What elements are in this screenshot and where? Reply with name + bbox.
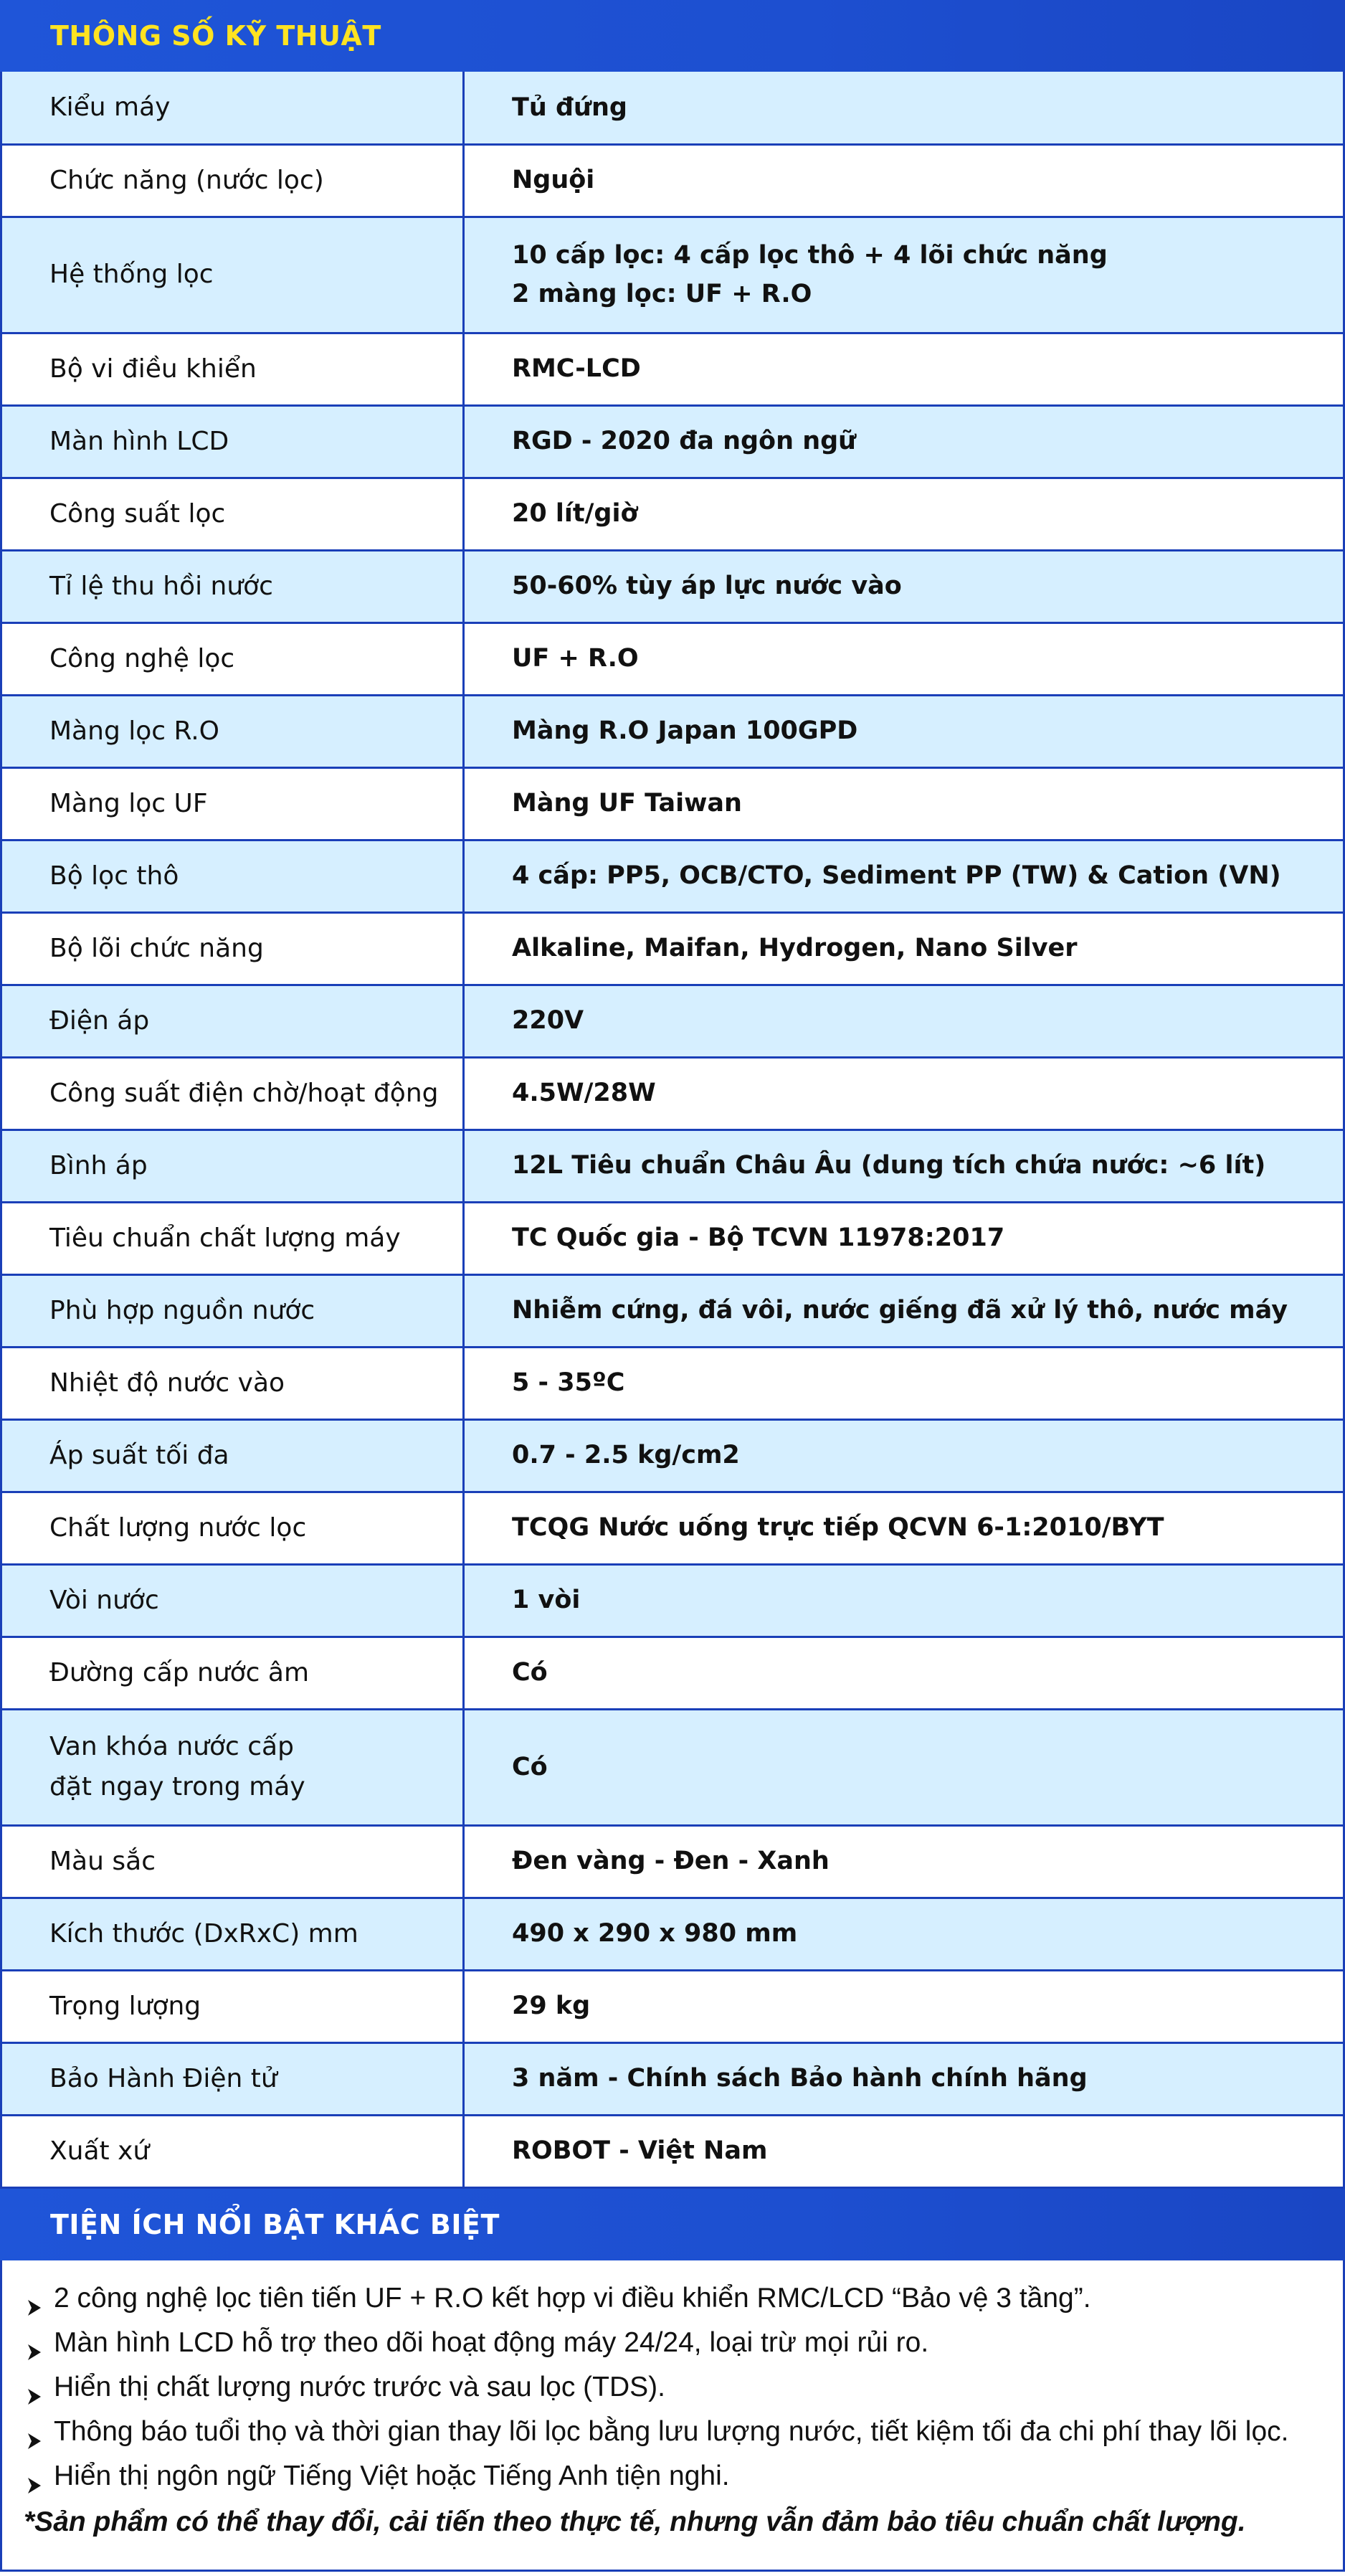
- spec-label: [1, 1347, 464, 1419]
- spec-row: [1, 2042, 1344, 2115]
- spec-row: [1, 217, 1344, 333]
- features-header: [0, 2189, 1345, 2260]
- spec-value: [464, 550, 1344, 622]
- spec-label: [1, 1709, 464, 1825]
- arrow-right-icon: [24, 2466, 45, 2487]
- spec-label: [1, 1130, 464, 1202]
- feature-text: Hiển thị chất lượng nước trước và sau lọc (TDS).: [54, 2371, 665, 2402]
- spec-value: [464, 985, 1344, 1057]
- spec-label-line: đặt ngay trong máy: [49, 1772, 305, 1801]
- spec-value: [464, 1970, 1344, 2042]
- spec-value: [464, 144, 1344, 217]
- spec-label: [1, 1564, 464, 1637]
- spec-value-line: 2 màng lọc: UF + R.O: [512, 280, 812, 308]
- spec-value: [464, 478, 1344, 550]
- spec-value: [464, 695, 1344, 767]
- spec-label-line: Công suất điện chờ/hoạt động: [49, 1078, 439, 1108]
- spec-value: [464, 1564, 1344, 1637]
- spec-label: [1, 1970, 464, 2042]
- spec-label: [1, 1898, 464, 1970]
- spec-label-line: Bảo Hành Điện tử: [49, 2063, 277, 2093]
- spec-value: [464, 72, 1344, 144]
- spec-label-line: Bộ vi điều khiển: [49, 354, 257, 384]
- spec-value-line: Màng R.O Japan 100GPD: [512, 716, 858, 746]
- feature-item: [24, 2321, 1343, 2365]
- arrow-right-icon: [24, 2377, 45, 2398]
- feature-item: [24, 2276, 1343, 2321]
- spec-label: [1, 1637, 464, 1709]
- spec-row: [1, 1709, 1344, 1825]
- spec-row: [1, 695, 1344, 767]
- spec-value-line: Tủ đứng: [512, 93, 627, 122]
- spec-label: [1, 2115, 464, 2187]
- spec-label: [1, 1825, 464, 1898]
- spec-label: [1, 550, 464, 622]
- spec-label: [1, 1057, 464, 1130]
- spec-label-line: Công nghệ lọc: [49, 643, 235, 673]
- spec-label-line: Kích thước (DxRxC) mm: [49, 1918, 358, 1948]
- spec-value: [464, 1274, 1344, 1347]
- spec-value-line: Nhiễm cứng, đá vôi, nước giếng đã xử lý thô, nước máy: [512, 1296, 1288, 1325]
- features-title: TIỆN ÍCH NỔI BẬT KHÁC BIỆT: [50, 2208, 500, 2240]
- spec-value-line: UF + R.O: [512, 644, 639, 673]
- spec-value: [464, 405, 1344, 478]
- spec-label: [1, 405, 464, 478]
- spec-value: [464, 767, 1344, 840]
- spec-value-line: RGD - 2020 đa ngôn ngữ: [512, 427, 857, 456]
- spec-label: [1, 2042, 464, 2115]
- spec-value-line: 50-60% tùy áp lực nước vào: [512, 572, 902, 601]
- spec-label: [1, 478, 464, 550]
- spec-value-line: 1 vòi: [512, 1586, 581, 1615]
- arrow-right-icon: [24, 2332, 45, 2354]
- spec-row: [1, 144, 1344, 217]
- spec-value: [464, 333, 1344, 405]
- spec-label-line: Van khóa nước cấp: [49, 1732, 294, 1762]
- spec-table-body: [1, 72, 1344, 2187]
- spec-value: [464, 1709, 1344, 1825]
- spec-label-line: Chất lượng nước lọc: [49, 1512, 307, 1543]
- spec-value: [464, 840, 1344, 912]
- spec-value-line: Có: [512, 1752, 548, 1781]
- spec-label-line: Nhiệt độ nước vào: [49, 1368, 285, 1398]
- spec-value: [464, 1130, 1344, 1202]
- spec-label-line: Màng lọc R.O: [49, 716, 220, 746]
- spec-value-line: ROBOT - Việt Nam: [512, 2136, 768, 2166]
- spec-label-line: Hệ thống lọc: [49, 260, 214, 290]
- spec-value: [464, 1419, 1344, 1492]
- specs-header: [0, 0, 1345, 72]
- spec-label: [1, 1419, 464, 1492]
- spec-label: [1, 72, 464, 144]
- spec-label-line: Áp suất tối đa: [49, 1440, 229, 1470]
- spec-row: [1, 767, 1344, 840]
- specs-title: THÔNG SỐ KỸ THUẬT: [50, 20, 381, 52]
- spec-value-line: Màng UF Taiwan: [512, 789, 742, 818]
- spec-label-line: Vòi nước: [49, 1585, 159, 1615]
- spec-value-line: 220V: [512, 1006, 584, 1036]
- spec-label-line: Kiểu máy: [49, 92, 171, 122]
- spec-value-line: 4.5W/28W: [512, 1079, 656, 1108]
- spec-label-line: Phù hợp nguồn nước: [49, 1295, 315, 1325]
- feature-text: 2 công nghệ lọc tiên tiến UF + R.O kết hợp vi điều khiển RMC/LCD “Bảo vệ 3 tầng”.: [54, 2282, 1091, 2314]
- spec-row: [1, 2115, 1344, 2187]
- spec-row: [1, 1130, 1344, 1202]
- spec-label: [1, 333, 464, 405]
- spec-value-line: RMC-LCD: [512, 354, 641, 384]
- spec-value: [464, 2115, 1344, 2187]
- spec-label: [1, 622, 464, 695]
- spec-label: [1, 1202, 464, 1274]
- spec-label-line: Tiêu chuẩn chất lượng máy: [49, 1223, 401, 1253]
- spec-value-line: 4 cấp: PP5, OCB/CTO, Sediment PP (TW) & Cation (VN): [512, 861, 1281, 891]
- spec-label-line: Bộ lõi chức năng: [49, 933, 264, 963]
- spec-row: [1, 622, 1344, 695]
- spec-value: [464, 1492, 1344, 1564]
- spec-value: [464, 1057, 1344, 1130]
- spec-value-line: TCQG Nước uống trực tiếp QCVN 6-1:2010/BYT: [512, 1513, 1164, 1543]
- feature-item: [24, 2365, 1343, 2410]
- spec-label-line: Công suất lọc: [49, 498, 226, 529]
- spec-row: [1, 985, 1344, 1057]
- spec-value-line: 29 kg: [512, 1992, 591, 2021]
- feature-text: Màn hình LCD hỗ trợ theo dõi hoạt động máy 24/24, loại trừ mọi rủi ro.: [54, 2326, 929, 2358]
- disclaimer-note: *Sản phẩm có thể thay đổi, cải tiến theo thực tế, nhưng vẫn đảm bảo tiêu chuẩn chất lượng.: [24, 2506, 1246, 2537]
- spec-value: [464, 1202, 1344, 1274]
- spec-row: [1, 1970, 1344, 2042]
- spec-value-line: Alkaline, Maifan, Hydrogen, Nano Silver: [512, 934, 1078, 963]
- spec-value: [464, 2042, 1344, 2115]
- spec-label: [1, 217, 464, 333]
- spec-row: [1, 1202, 1344, 1274]
- spec-value-line: Có: [512, 1658, 548, 1687]
- spec-value: [464, 1637, 1344, 1709]
- spec-value: [464, 1825, 1344, 1898]
- spec-value-line: 490 x 290 x 980 mm: [512, 1919, 798, 1948]
- spec-label-line: Bộ lọc thô: [49, 861, 179, 891]
- spec-row: [1, 1637, 1344, 1709]
- spec-label: [1, 144, 464, 217]
- spec-label-line: Chức năng (nước lọc): [49, 165, 324, 195]
- spec-value-line: 12L Tiêu chuẩn Châu Âu (dung tích chứa nước: ~6 lít): [512, 1151, 1266, 1180]
- spec-label-line: Màng lọc UF: [49, 788, 208, 818]
- features-list: [0, 2260, 1345, 2572]
- spec-value: [464, 1898, 1344, 1970]
- spec-label-line: Trọng lượng: [49, 1991, 201, 2021]
- spec-label: [1, 912, 464, 985]
- spec-row: [1, 912, 1344, 985]
- spec-label-line: Điện áp: [49, 1005, 150, 1036]
- feature-item: [24, 2410, 1343, 2454]
- spec-label: [1, 840, 464, 912]
- spec-label-line: Đường cấp nước âm: [49, 1657, 310, 1687]
- feature-item: [24, 2454, 1343, 2499]
- spec-row: [1, 550, 1344, 622]
- spec-row: [1, 478, 1344, 550]
- spec-value-line: Đen vàng - Đen - Xanh: [512, 1847, 830, 1876]
- spec-value-line: TC Quốc gia - Bộ TCVN 11978:2017: [512, 1223, 1005, 1253]
- spec-row: [1, 405, 1344, 478]
- spec-row: [1, 333, 1344, 405]
- spec-label: [1, 985, 464, 1057]
- spec-value-line: Nguội: [512, 166, 595, 195]
- spec-row: [1, 72, 1344, 144]
- spec-row: [1, 1492, 1344, 1564]
- arrow-right-icon: [24, 2421, 45, 2443]
- feature-text: Hiển thị ngôn ngữ Tiếng Việt hoặc Tiếng Anh tiện nghi.: [54, 2460, 730, 2491]
- spec-value-line: 20 lít/giờ: [512, 499, 638, 529]
- spec-value-line: 5 - 35ºC: [512, 1368, 625, 1398]
- spec-value: [464, 912, 1344, 985]
- spec-row: [1, 1274, 1344, 1347]
- spec-table: [0, 72, 1345, 2189]
- spec-label: [1, 1274, 464, 1347]
- spec-value: [464, 1347, 1344, 1419]
- spec-row: [1, 1825, 1344, 1898]
- spec-value-line: 10 cấp lọc: 4 cấp lọc thô + 4 lõi chức năng: [512, 240, 1108, 270]
- spec-row: [1, 1347, 1344, 1419]
- spec-label-line: Tỉ lệ thu hồi nước: [49, 571, 273, 601]
- spec-label: [1, 1492, 464, 1564]
- spec-label-line: Bình áp: [49, 1150, 148, 1180]
- spec-label-line: Màu sắc: [49, 1846, 156, 1876]
- spec-label: [1, 767, 464, 840]
- spec-label-line: Màn hình LCD: [49, 426, 229, 456]
- spec-row: [1, 1898, 1344, 1970]
- spec-row: [1, 840, 1344, 912]
- spec-row: [1, 1057, 1344, 1130]
- spec-label-line: Xuất xứ: [49, 2136, 150, 2166]
- feature-text: Thông báo tuổi thọ và thời gian thay lõi lọc bằng lưu lượng nước, tiết kiệm tối đa chi phí thay lõi lọc.: [54, 2415, 1289, 2447]
- spec-value: [464, 622, 1344, 695]
- spec-row: [1, 1419, 1344, 1492]
- arrow-right-icon: [24, 2288, 45, 2309]
- spec-value: [464, 217, 1344, 333]
- spec-value-line: 0.7 - 2.5 kg/cm2: [512, 1441, 740, 1470]
- spec-label: [1, 695, 464, 767]
- spec-row: [1, 1564, 1344, 1637]
- spec-value-line: 3 năm - Chính sách Bảo hành chính hãng: [512, 2064, 1088, 2093]
